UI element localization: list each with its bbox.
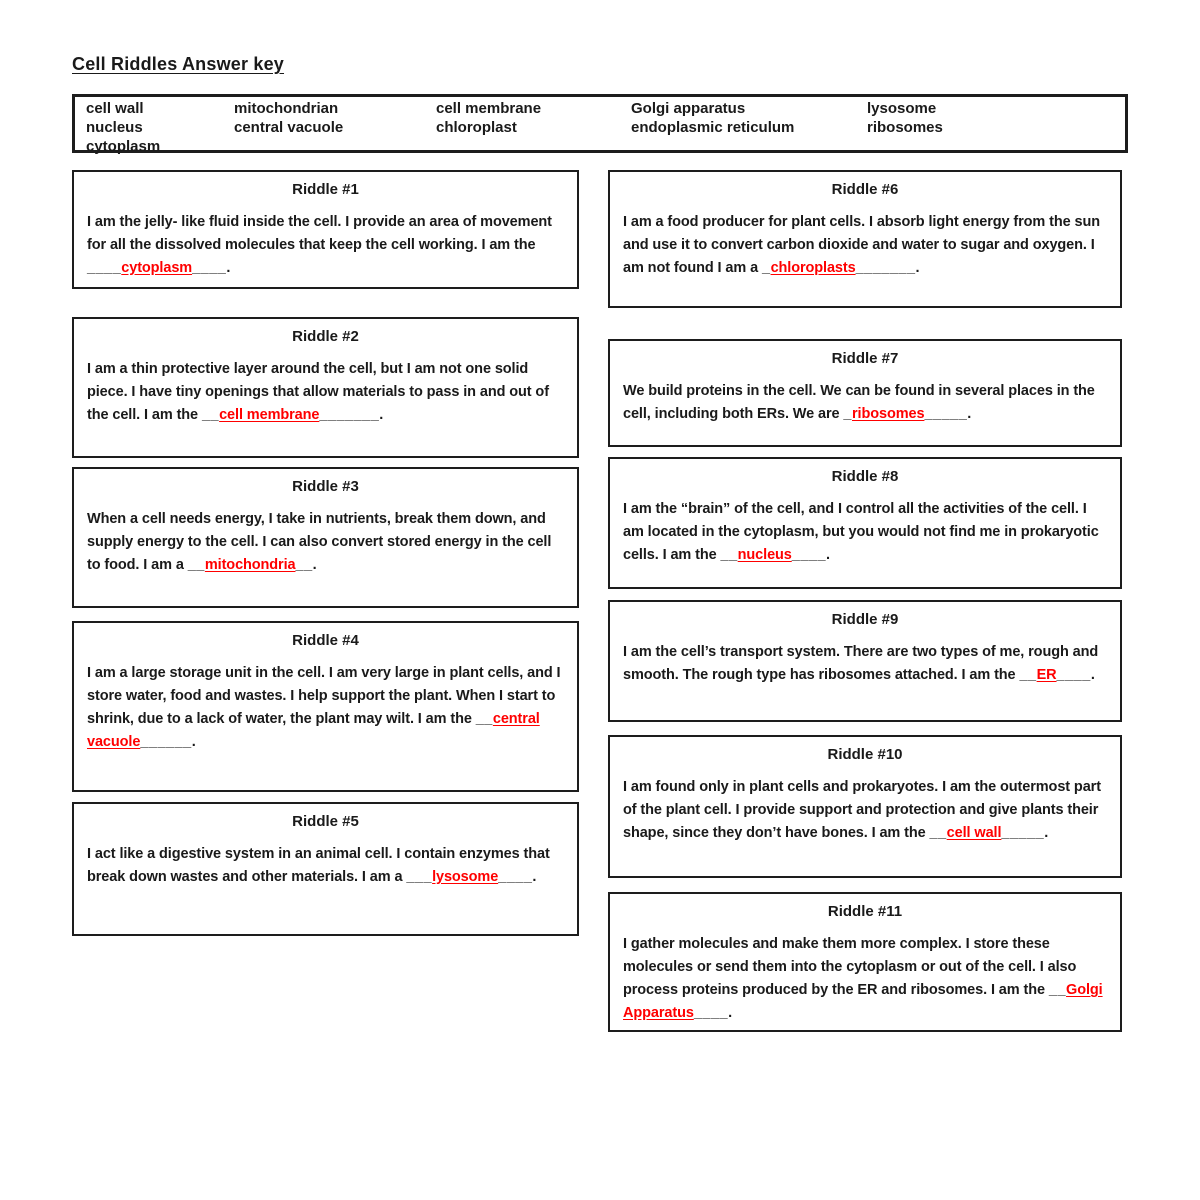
word-bank-column-5 [867, 99, 943, 137]
answer-text: lysosome [432, 869, 499, 885]
riddle-text: I gather molecules and make them more complex. I store these molecules or send them into the cytoplasm or out of the cell. I also process proteins produced by the ER and ribosomes. I am the __Golgi Apparatus____. [623, 936, 1103, 1021]
riddle-text: I am the jelly- like fluid inside the cell. I provide an area of movement for all the dissolved molecules that keep the cell working. I am the ____cytoplasm____. [87, 214, 552, 276]
riddle-text: When a cell needs energy, I take in nutrients, break them down, and supply energy to the cell. I can also convert stored energy in the cell to food. I am a __mitochondria__. [87, 511, 552, 573]
riddle-box-6 [608, 170, 1122, 308]
blank-line: ____ [791, 547, 827, 563]
blank-line: ___ [406, 869, 433, 885]
blank-line: _ [761, 260, 771, 276]
riddle-text: I am found only in plant cells and prokaryotes. I am the outermost part of the plant cell. I provide support and protection and give plants their shape, since they don’t have bones. I am the __cell wall_____. [623, 779, 1101, 841]
answer-text: ribosomes [852, 406, 925, 422]
riddle-box-7 [608, 339, 1122, 447]
word-bank-term: chloroplast [436, 119, 517, 136]
page-title: Cell Riddles Answer key [72, 54, 285, 74]
answer-text: ER [1036, 667, 1057, 683]
blank-line: __ [295, 557, 313, 573]
blank-line: ____ [192, 260, 227, 276]
word-bank-column-3 [436, 99, 541, 137]
riddle-title: Riddle #5 [292, 813, 359, 830]
answer-text: cell wall [946, 825, 1002, 841]
riddle-box-1 [72, 170, 579, 289]
riddle-box-4 [72, 621, 579, 792]
answer-text: central vacuole [87, 711, 540, 750]
word-bank [72, 94, 1128, 153]
riddle-box-5 [72, 802, 579, 936]
riddle-title: Riddle #8 [831, 468, 899, 485]
word-bank-column-1 [86, 99, 160, 156]
riddle-title: Riddle #7 [831, 350, 899, 367]
riddle-text: I am a thin protective layer around the cell, but I am not one solid piece. I have tiny openings that allow materials to pass in and out of the cell. I am the __cell membrane_______. [87, 361, 549, 423]
riddle-box-11 [608, 892, 1122, 1032]
word-bank-term: ribosomes [867, 119, 943, 136]
blank-line: ____ [693, 1005, 729, 1021]
blank-line: __ [1019, 667, 1037, 683]
word-bank-term: mitochondrian [234, 100, 339, 117]
blank-line: __ [201, 407, 220, 423]
word-bank-column-4 [631, 99, 794, 137]
word-bank-term: central vacuole [234, 119, 344, 136]
blank-line: __ [720, 547, 738, 563]
blank-line: ____ [498, 869, 533, 885]
blank-line: _______ [319, 407, 380, 423]
word-bank-term: cytoplasm [86, 138, 161, 155]
blank-line: __ [475, 711, 493, 727]
blank-line: ____ [1056, 667, 1091, 683]
riddle-title: Riddle #3 [292, 478, 359, 495]
riddle-text: We build proteins in the cell. We can be found in several places in the cell, including both ERs. We are _ribosomes_____. [623, 383, 1095, 422]
riddle-box-2 [72, 317, 579, 458]
riddle-title: Riddle #1 [292, 181, 359, 198]
riddle-box-8 [608, 457, 1122, 589]
riddle-text: I am a large storage unit in the cell. I am very large in plant cells, and I store water, food and wastes. I help support the plant. When I start to shrink, due to a lack of water, the plant may wilt. I am the __central vacuole______. [87, 665, 561, 750]
word-bank-term: cell membrane [436, 100, 542, 117]
answer-text: nucleus [737, 547, 792, 563]
blank-line: ____ [87, 260, 122, 276]
answer-text: mitochondria [204, 557, 296, 573]
answer-text: cytoplasm [121, 260, 193, 276]
riddle-text: I act like a digestive system in an animal cell. I contain enzymes that break down wastes and other materials. I am a ___lysosome____. [87, 846, 550, 885]
word-bank-column-2 [234, 99, 343, 137]
blank-line: ______ [140, 734, 192, 750]
riddle-text: I am the “brain” of the cell, and I control all the activities of the cell. I am located in the cytoplasm, but you would not find me in prokaryotic cells. I am the __nucleus____. [623, 501, 1099, 563]
word-bank-term: endoplasmic reticulum [631, 119, 795, 136]
riddle-title: Riddle #11 [827, 903, 903, 920]
blank-line: __ [187, 557, 205, 573]
word-bank-term: cell wall [86, 100, 144, 117]
riddle-title: Riddle #2 [292, 328, 359, 345]
word-bank-term: Golgi apparatus [631, 100, 746, 117]
riddle-title: Riddle #10 [827, 746, 903, 763]
riddle-title: Riddle #4 [292, 632, 359, 649]
answer-text: cell membrane [219, 407, 320, 423]
riddle-box-9 [608, 600, 1122, 722]
riddle-box-10 [608, 735, 1122, 878]
blank-line: _____ [1001, 825, 1045, 841]
riddle-box-3 [72, 467, 579, 608]
riddle-title: Riddle #6 [831, 181, 899, 198]
blank-line: __ [1048, 982, 1067, 998]
word-bank-term: nucleus [86, 119, 143, 136]
riddle-text: I am a food producer for plant cells. I absorb light energy from the sun and use it to convert carbon dioxide and water to sugar and oxygen. I am not found I am a _chloroplasts_______. [623, 214, 1101, 276]
word-bank-term: lysosome [867, 100, 937, 117]
blank-line: __ [929, 825, 947, 841]
blank-line: _______ [855, 260, 916, 276]
answer-text: Golgi Apparatus [623, 982, 1103, 1021]
riddle-text: I am the cell’s transport system. There are two types of me, rough and smooth. The rough type has ribosomes attached. I am the __ER____. [623, 644, 1099, 683]
answer-text: chloroplasts [770, 260, 856, 276]
blank-line: _____ [924, 406, 968, 422]
blank-line: _ [843, 406, 852, 422]
riddle-title: Riddle #9 [831, 611, 899, 628]
